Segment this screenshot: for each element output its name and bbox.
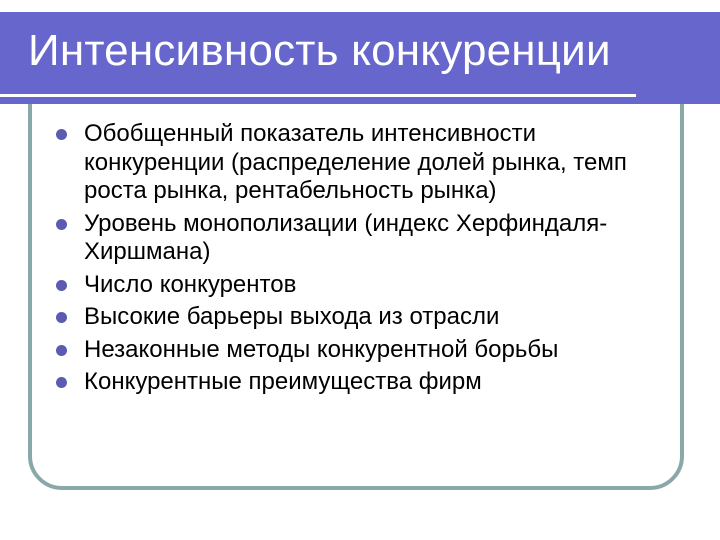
- bullet-item: [56, 368, 676, 397]
- bullet-icon: [56, 312, 67, 323]
- title-underline: [0, 94, 636, 97]
- bullet-item: [56, 271, 676, 300]
- bullet-icon: [56, 377, 67, 388]
- bullet-icon: [56, 345, 67, 356]
- bullet-text: Высокие барьеры выхода из отрасли: [84, 303, 500, 330]
- bullet-icon: [56, 219, 67, 230]
- bullet-item: [56, 120, 676, 206]
- bullet-item: [56, 336, 676, 365]
- bullet-text: Уровень монополизации (индекс Херфиндаля-Хиршмана): [84, 209, 608, 265]
- bullet-list: [56, 120, 676, 401]
- slide-title: Интенсивность конкуренции: [28, 26, 611, 75]
- bullet-text: Конкурентные преимущества фирм: [84, 368, 482, 395]
- bullet-text: Обобщенный показатель интенсивности конкуренции (распределение долей рынка, темп роста рынка, рентабельность рынка): [84, 120, 627, 204]
- bullet-text: Число конкурентов: [84, 270, 297, 298]
- bullet-icon: [56, 129, 67, 140]
- bullet-icon: [56, 280, 67, 291]
- bullet-item: [56, 210, 676, 267]
- bullet-item: [56, 303, 676, 332]
- bullet-text: Незаконные методы конкурентной борьбы: [84, 335, 559, 363]
